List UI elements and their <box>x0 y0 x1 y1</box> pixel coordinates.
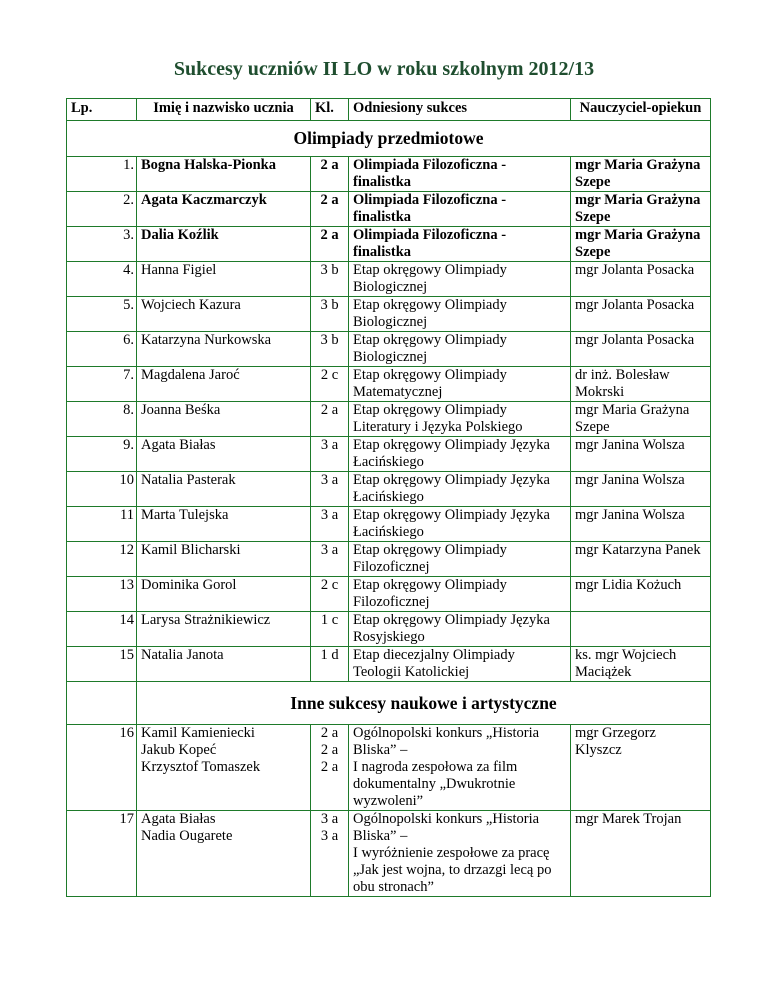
table-row <box>67 577 711 612</box>
table-row <box>67 472 711 507</box>
teacher-name: mgr Maria Grażyna Szepe <box>571 402 711 437</box>
teacher-name: mgr Jolanta Posacka <box>571 262 711 297</box>
teacher-name: mgr Lidia Kożuch <box>571 577 711 612</box>
teacher-name <box>571 612 711 647</box>
teacher-name: mgr Janina Wolsza <box>571 437 711 472</box>
row-number: 11 <box>67 507 137 542</box>
row-number: 9. <box>67 437 137 472</box>
success-description: Etap okręgowy Olimpiady Filozoficznej <box>349 542 571 577</box>
student-class: 3 a <box>311 472 349 507</box>
success-description: Ogólnopolski konkurs „Historia Bliska” – I nagroda zespołowa za film dokumentalny „Dwukrotnie wyzwoleni” <box>349 725 571 811</box>
success-description: Etap okręgowy Olimpiady Filozoficznej <box>349 577 571 612</box>
header-class: Kl. <box>311 99 349 121</box>
row-number: 5. <box>67 297 137 332</box>
table-header-row <box>67 99 711 121</box>
results-table <box>66 98 711 897</box>
success-description: Etap okręgowy Olimpiady Matematycznej <box>349 367 571 402</box>
table-row <box>67 332 711 367</box>
header-teacher: Nauczyciel-opiekun <box>571 99 711 121</box>
success-description: Etap okręgowy Olimpiady Biologicznej <box>349 297 571 332</box>
student-name: Joanna Beśka <box>137 402 311 437</box>
student-name: Natalia Pasterak <box>137 472 311 507</box>
student-name: Agata Białas <box>137 437 311 472</box>
student-name: Dalia Koźlik <box>137 227 311 262</box>
teacher-name: mgr Grzegorz Klyszcz <box>571 725 711 811</box>
row-number: 6. <box>67 332 137 367</box>
table-row <box>67 437 711 472</box>
success-description: Etap okręgowy Olimpiady Biologicznej <box>349 262 571 297</box>
table-row <box>67 367 711 402</box>
row-number: 4. <box>67 262 137 297</box>
table-row <box>67 647 711 682</box>
teacher-name: mgr Maria Grażyna Szepe <box>571 227 711 262</box>
student-class: 2 a <box>311 192 349 227</box>
row-number: 13 <box>67 577 137 612</box>
student-name: Agata Białas Nadia Ougarete <box>137 811 311 897</box>
table-row <box>67 227 711 262</box>
row-number: 16 <box>67 725 137 811</box>
student-name: Larysa Strażnikiewicz <box>137 612 311 647</box>
success-description: Olimpiada Filozoficzna - finalistka <box>349 157 571 192</box>
table-row <box>67 402 711 437</box>
row-number: 2. <box>67 192 137 227</box>
table-row <box>67 297 711 332</box>
success-description: Olimpiada Filozoficzna - finalistka <box>349 192 571 227</box>
student-name: Bogna Halska-Pionka <box>137 157 311 192</box>
student-name: Kamil Kamieniecki Jakub Kopeć Krzysztof Tomaszek <box>137 725 311 811</box>
table-row <box>67 725 711 811</box>
header-name: Imię i nazwisko ucznia <box>137 99 311 121</box>
success-description: Etap diecezjalny Olimpiady Teologii Katolickiej <box>349 647 571 682</box>
student-class: 1 c <box>311 612 349 647</box>
success-description: Olimpiada Filozoficzna - finalistka <box>349 227 571 262</box>
row-number: 7. <box>67 367 137 402</box>
header-success: Odniesiony sukces <box>349 99 571 121</box>
teacher-name: dr inż. Bolesław Mokrski <box>571 367 711 402</box>
row-number: 12 <box>67 542 137 577</box>
table-row <box>67 157 711 192</box>
row-number: 3. <box>67 227 137 262</box>
student-class: 2 c <box>311 367 349 402</box>
success-description: Etap okręgowy Olimpiady Biologicznej <box>349 332 571 367</box>
section-title: Inne sukcesy naukowe i artystyczne <box>137 682 711 725</box>
teacher-name: ks. mgr Wojciech Maciążek <box>571 647 711 682</box>
header-lp: Lp. <box>67 99 137 121</box>
success-description: Ogólnopolski konkurs „Historia Bliska” – I wyróżnienie zespołowe za pracę „Jak jest wojna, to drzazgi lecą po obu stronach” <box>349 811 571 897</box>
student-name: Magdalena Jaroć <box>137 367 311 402</box>
student-class: 3 b <box>311 332 349 367</box>
student-class: 2 a <box>311 227 349 262</box>
success-description: Etap okręgowy Olimpiady Języka Łacińskiego <box>349 472 571 507</box>
table-row <box>67 811 711 897</box>
row-number: 1. <box>67 157 137 192</box>
student-class: 3 b <box>311 262 349 297</box>
student-name: Natalia Janota <box>137 647 311 682</box>
section-spacer-cell <box>67 682 137 725</box>
teacher-name: mgr Marek Trojan <box>571 811 711 897</box>
section-header-row <box>67 682 711 725</box>
student-class: 3 a <box>311 437 349 472</box>
table-row <box>67 612 711 647</box>
section-header-row <box>67 121 711 157</box>
success-description: Etap okręgowy Olimpiady Literatury i Języka Polskiego <box>349 402 571 437</box>
student-class: 3 a <box>311 542 349 577</box>
student-class: 2 c <box>311 577 349 612</box>
success-description: Etap okręgowy Olimpiady Języka Łacińskiego <box>349 507 571 542</box>
student-name: Marta Tulejska <box>137 507 311 542</box>
success-description: Etap okręgowy Olimpiady Języka Łacińskiego <box>349 437 571 472</box>
teacher-name: mgr Janina Wolsza <box>571 472 711 507</box>
student-name: Kamil Blicharski <box>137 542 311 577</box>
student-name: Katarzyna Nurkowska <box>137 332 311 367</box>
page-title: Sukcesy uczniów II LO w roku szkolnym 2012/13 <box>173 58 595 80</box>
student-name: Dominika Gorol <box>137 577 311 612</box>
student-class: 3 b <box>311 297 349 332</box>
student-name: Wojciech Kazura <box>137 297 311 332</box>
teacher-name: mgr Katarzyna Panek <box>571 542 711 577</box>
student-class: 2 a <box>311 402 349 437</box>
teacher-name: mgr Maria Grażyna Szepe <box>571 157 711 192</box>
student-class: 3 a <box>311 507 349 542</box>
student-name: Hanna Figiel <box>137 262 311 297</box>
student-class: 1 d <box>311 647 349 682</box>
row-number: 8. <box>67 402 137 437</box>
student-class: 2 a <box>311 157 349 192</box>
section-title: Olimpiady przedmiotowe <box>67 121 711 157</box>
student-name: Agata Kaczmarczyk <box>137 192 311 227</box>
teacher-name: mgr Jolanta Posacka <box>571 297 711 332</box>
row-number: 10 <box>67 472 137 507</box>
row-number: 15 <box>67 647 137 682</box>
teacher-name: mgr Maria Grażyna Szepe <box>571 192 711 227</box>
row-number: 14 <box>67 612 137 647</box>
row-number: 17 <box>67 811 137 897</box>
success-description: Etap okręgowy Olimpiady Języka Rosyjskiego <box>349 612 571 647</box>
teacher-name: mgr Jolanta Posacka <box>571 332 711 367</box>
student-class: 3 a 3 a <box>311 811 349 897</box>
table-row <box>67 507 711 542</box>
student-class: 2 a 2 a 2 a <box>311 725 349 811</box>
table-row <box>67 262 711 297</box>
table-row <box>67 192 711 227</box>
teacher-name: mgr Janina Wolsza <box>571 507 711 542</box>
table-row <box>67 542 711 577</box>
